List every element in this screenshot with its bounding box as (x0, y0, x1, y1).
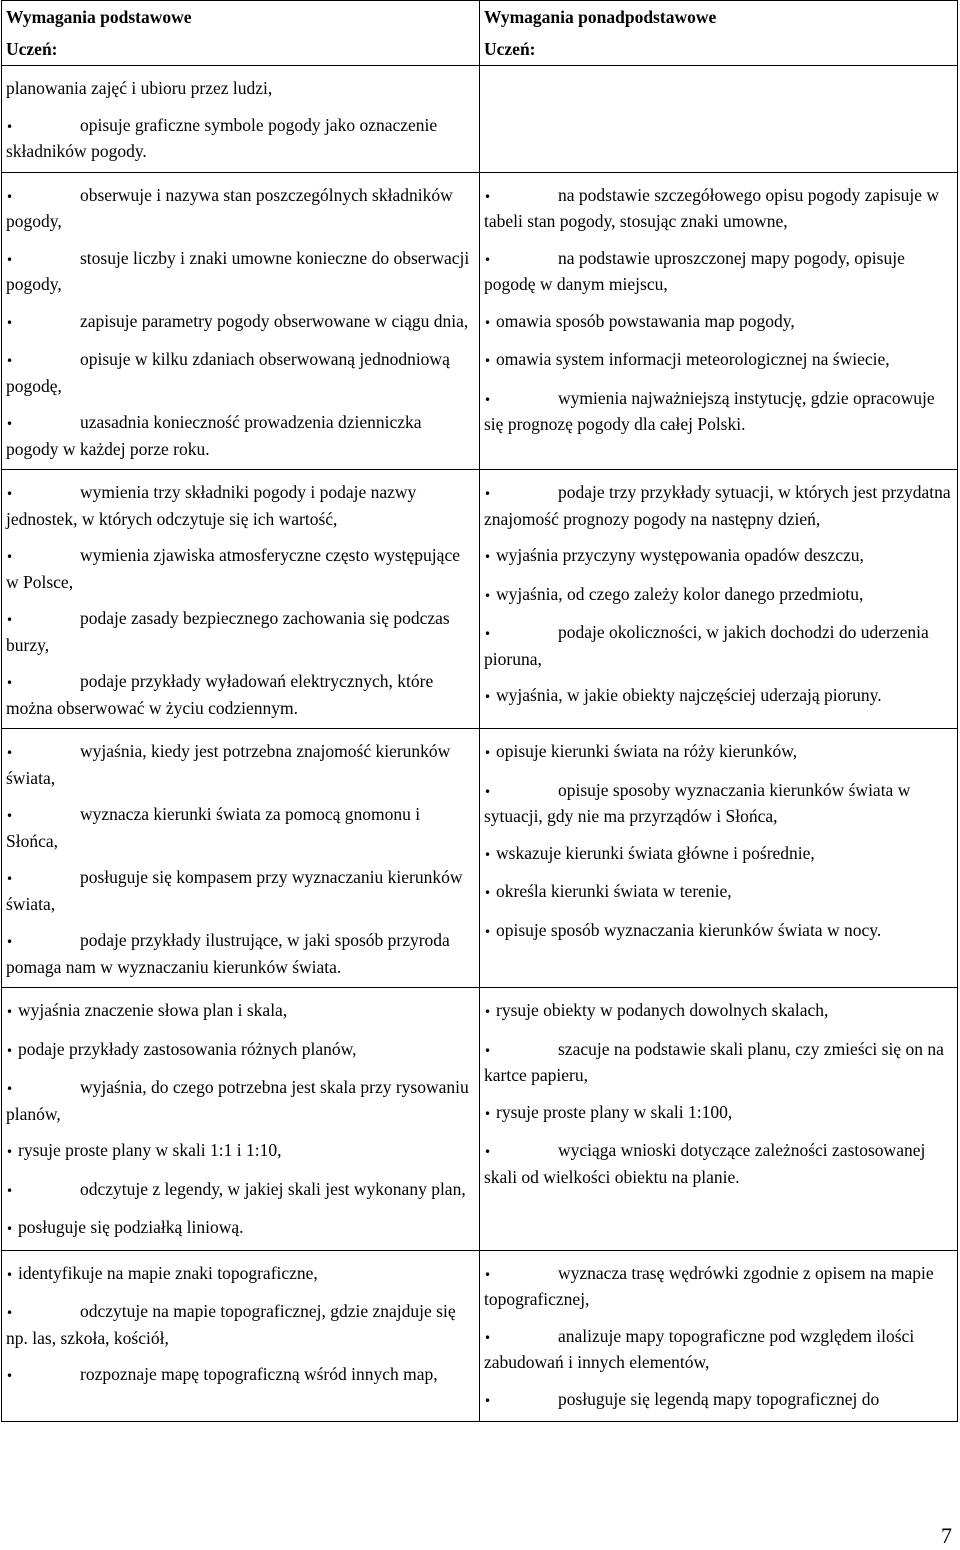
bullet-icon: • (6, 550, 14, 564)
requirements-list (484, 988, 953, 1197)
list-item (6, 543, 475, 594)
requirements-list (484, 729, 953, 952)
list-item (484, 246, 953, 297)
bullet-icon: • (6, 119, 14, 134)
list-item (484, 739, 953, 766)
list-item-text: wymienia najważniejszą instytucję, gdzie opracowuje się prognozę pogody dla całej Polski. (484, 387, 935, 434)
table-row (2, 1250, 958, 1422)
list-item (484, 183, 953, 234)
bullet-icon: • (484, 550, 492, 564)
list-item-text: podaje przykłady wyładowań elektrycznych, które można obserwować w życiu codziennym. (6, 671, 434, 718)
requirements-list (484, 173, 953, 445)
advanced-requirements-cell (480, 470, 958, 729)
bullet-icon: • (484, 1145, 492, 1159)
list-item-text: opisuje sposoby wyznaczania kierunków świata w sytuacji, gdy nie ma przyrządów i Słońca, (484, 779, 911, 826)
requirements-table (1, 0, 958, 1422)
list-item-text: wyznacza kierunki świata za pomocą gnomonu i Słońca, (6, 804, 421, 851)
bullet-icon: • (6, 417, 14, 431)
basic-requirements-cell (2, 729, 480, 988)
list-item-text: rysuje proste plany w skali 1:100, (496, 1101, 733, 1122)
list-item (6, 1362, 475, 1389)
requirements-list (484, 1251, 953, 1422)
list-item (484, 1387, 953, 1414)
list-item (6, 410, 475, 461)
list-item-text: posługuje się kompasem przy wyznaczaniu kierunków świata, (6, 867, 463, 914)
basic-requirements-cell (2, 66, 480, 173)
requirements-list (6, 173, 475, 470)
bullet-icon: • (6, 1183, 14, 1198)
bullet-icon: • (484, 392, 492, 407)
bullet-icon: • (484, 924, 492, 939)
requirements-list (6, 1251, 475, 1397)
list-item-text: rozpoznaje mapę topograficzną wśród innych map, (80, 1364, 438, 1384)
list-item (6, 865, 475, 916)
bullet-icon: • (484, 487, 492, 501)
bullet-icon: • (6, 1369, 14, 1383)
table-row (2, 470, 958, 729)
bullet-icon: • (484, 746, 492, 760)
list-item-text: wyciąga wnioski dotyczące zależności zastosowanej skali od wielkości obiektu na planie. (484, 1140, 926, 1187)
table-header-row (2, 1, 958, 66)
table-row (2, 172, 958, 470)
list-item-text: opisuje sposób wyznaczania kierunków świata w nocy. (496, 919, 882, 940)
basic-requirements-cell (2, 172, 480, 470)
list-item-text: odczytuje z legendy, w jakiej skali jest wykonany plan, (80, 1178, 466, 1199)
list-item (6, 669, 475, 720)
list-item (6, 1177, 475, 1204)
bullet-icon: • (484, 847, 492, 862)
list-item-text: wymienia zjawiska atmosferyczne często występujące w Polsce, (6, 545, 460, 592)
list-item (6, 480, 475, 531)
list-item-text: określa kierunki świata w terenie, (496, 881, 732, 901)
list-item-text: opisuje kierunki świata na róży kierunków, (496, 741, 798, 761)
list-item-text: wyjaśnia, kiedy jest potrzebna znajomość kierunków świata, (6, 741, 451, 788)
bullet-icon: • (484, 588, 492, 603)
bullet-icon: • (484, 1330, 492, 1345)
list-item (6, 802, 475, 853)
list-item (484, 1261, 953, 1312)
list-item-text: identyfikuje na mapie znaki topograficzne, (18, 1262, 318, 1283)
list-item (484, 386, 953, 437)
list-item-text: omawia system informacji meteorologicznej na świecie, (496, 349, 890, 369)
list-item-text: planowania zajęć i ubioru przez ludzi, (6, 78, 273, 98)
table-row (2, 729, 958, 988)
bullet-icon: • (6, 1043, 14, 1058)
list-item (6, 309, 475, 336)
bullet-icon: • (484, 1267, 492, 1282)
bullet-icon: • (484, 189, 492, 204)
list-item-text: podaje okoliczności, w jakich dochodzi do uderzenia pioruna, (484, 622, 929, 669)
list-item (6, 928, 475, 979)
bullet-icon: • (484, 1005, 492, 1019)
bullet-icon: • (6, 1306, 14, 1320)
list-item (6, 1037, 475, 1064)
page-number: 7 (941, 1523, 952, 1548)
list-item (6, 1261, 475, 1288)
bullet-icon: • (484, 1106, 492, 1121)
table-row (2, 988, 958, 1251)
header-cell-basic (2, 1, 480, 66)
list-item-text: podaje przykłady ilustrujące, w jaki sposób przyroda pomaga nam w wyznaczaniu kierunków świata. (6, 930, 450, 977)
list-item (484, 778, 953, 829)
bullet-icon: • (6, 676, 14, 690)
list-item (484, 1138, 953, 1189)
list-item (6, 347, 475, 398)
bullet-icon: • (484, 1043, 492, 1058)
list-item-text: opisuje w kilku zdaniach obserwowaną jednodniową pogodę, (6, 349, 450, 396)
list-item-text: wyjaśnia, od czego zależy kolor danego przedmiotu, (496, 583, 864, 604)
list-item (6, 1138, 475, 1165)
list-item (484, 1100, 953, 1127)
bullet-icon: • (484, 627, 492, 641)
basic-requirements-cell (2, 470, 480, 729)
list-item (484, 1037, 953, 1088)
advanced-requirements-cell (480, 66, 958, 173)
bullet-icon: • (6, 354, 14, 368)
list-item-text: podaje trzy przykłady sytuacji, w których jest przydatna znajomość prognozy pogody na następny dzień, (484, 482, 951, 529)
bullet-icon: • (484, 354, 492, 368)
list-item-text: uzasadnia konieczność prowadzenia dzienniczka pogody w każdej porze roku. (6, 412, 422, 459)
list-item-text: wyjaśnia, w jakie obiekty najczęściej uderzają pioruny. (496, 685, 882, 705)
bullet-icon: • (6, 872, 14, 886)
list-item-text: omawia sposób powstawania map pogody, (496, 310, 795, 331)
basic-requirements-cell (2, 1250, 480, 1422)
list-item-text: podaje przykłady zastosowania różnych planów, (18, 1038, 357, 1059)
list-item-text: stosuje liczby i znaki umowne konieczne do obserwacji pogody, (6, 247, 470, 294)
bullet-icon: • (484, 1393, 492, 1408)
bullet-icon: • (484, 690, 492, 704)
requirements-table-body (2, 1, 958, 1422)
list-item (484, 918, 953, 945)
list-item (484, 582, 953, 609)
list-item-text: obserwuje i nazywa stan poszczególnych składników pogody, (6, 184, 453, 231)
list-item (484, 879, 953, 906)
requirements-list (484, 470, 953, 718)
list-item (484, 683, 953, 710)
bullet-icon: • (484, 252, 492, 267)
list-item-text: zapisuje parametry pogody obserwowane w ciągu dnia, (80, 310, 469, 331)
list-item-text: wyznacza trasę wędrówki zgodnie z opisem na mapie topograficznej, (484, 1262, 934, 1309)
list-item-text: posługuje się legendą mapy topograficznej do (558, 1388, 880, 1409)
bullet-icon: • (484, 886, 492, 900)
requirements-list (6, 729, 475, 987)
list-item (484, 620, 953, 671)
list-item (6, 246, 475, 297)
list-item (6, 606, 475, 657)
list-item (484, 480, 953, 531)
list-item-text: wskazuje kierunki świata główne i pośrednie, (496, 842, 815, 863)
basic-requirements-cell (2, 988, 480, 1251)
list-item-text: wyjaśnia znaczenie słowa plan i skala, (18, 1000, 288, 1020)
bullet-icon: • (6, 1082, 14, 1096)
bullet-icon: • (6, 1222, 14, 1236)
list-item (484, 998, 953, 1025)
list-item (484, 841, 953, 868)
bullet-icon: • (484, 315, 492, 330)
list-item-text: posługuje się podziałką liniową. (18, 1217, 244, 1237)
list-item-text: wyjaśnia, do czego potrzebna jest skala przy rysowaniu planów, (6, 1077, 469, 1124)
bullet-icon: • (6, 809, 14, 823)
advanced-requirements-cell (480, 988, 958, 1251)
bullet-icon: • (6, 935, 14, 949)
bullet-icon: • (6, 1145, 14, 1159)
list-item-text: wyjaśnia przyczyny występowania opadów deszczu, (496, 545, 864, 565)
bullet-icon: • (6, 252, 14, 267)
list-item (484, 309, 953, 336)
header-cell-advanced (480, 1, 958, 66)
list-item (6, 1075, 475, 1126)
header-advanced-title: Wymagania ponadpodstawowe (484, 7, 717, 27)
header-basic-title: Wymagania podstawowe (6, 7, 192, 27)
list-item (484, 543, 953, 570)
bullet-icon: • (6, 746, 14, 760)
requirements-list (6, 66, 475, 172)
bullet-icon: • (6, 487, 14, 501)
list-item (6, 1299, 475, 1350)
requirements-list (6, 988, 475, 1250)
list-item-text: na podstawie uproszczonej mapy pogody, opisuje pogodę w danym miejscu, (484, 247, 905, 294)
advanced-requirements-cell (480, 729, 958, 988)
list-item-text: rysuje obiekty w podanych dowolnych skalach, (496, 1000, 829, 1020)
list-item-text: odczytuje na mapie topograficznej, gdzie znajduje się np. las, szkoła, kościół, (6, 1301, 456, 1348)
bullet-icon: • (6, 1005, 14, 1019)
requirements-list (484, 66, 953, 84)
list-item-text: szacuje na podstawie skali planu, czy zmieści się on na kartce papieru, (484, 1038, 944, 1085)
bullet-icon: • (6, 613, 14, 627)
list-item-text: podaje zasady bezpiecznego zachowania się podczas burzy, (6, 608, 450, 655)
bullet-icon: • (6, 315, 14, 330)
header-basic-subtitle: Uczeń: (6, 39, 58, 59)
table-row (2, 66, 958, 173)
list-item-text: opisuje graficzne symbole pogody jako oznaczenie składników pogody. (6, 114, 438, 161)
list-item (6, 1215, 475, 1242)
list-item (6, 76, 475, 101)
list-item (484, 347, 953, 374)
requirements-list (6, 470, 475, 728)
bullet-icon: • (6, 1267, 14, 1282)
list-item (6, 113, 475, 164)
list-item-text: na podstawie szczegółowego opisu pogody zapisuje w tabeli stan pogody, stosując znaki umowne, (484, 184, 940, 231)
advanced-requirements-cell (480, 172, 958, 470)
list-item-text: wymienia trzy składniki pogody i podaje nazwy jednostek, w których odczytuje się ich wartość, (6, 482, 417, 529)
list-item (6, 998, 475, 1025)
advanced-requirements-cell (480, 1250, 958, 1422)
bullet-icon: • (484, 784, 492, 799)
list-item (484, 1324, 953, 1375)
list-item (6, 183, 475, 234)
bullet-icon: • (6, 189, 14, 204)
header-advanced-subtitle: Uczeń: (484, 39, 536, 59)
list-item-text: rysuje proste plany w skali 1:1 i 1:10, (18, 1140, 282, 1160)
list-item-text: analizuje mapy topograficzne pod względem ilości zabudowań i innych elementów, (484, 1325, 915, 1372)
list-item (6, 739, 475, 790)
